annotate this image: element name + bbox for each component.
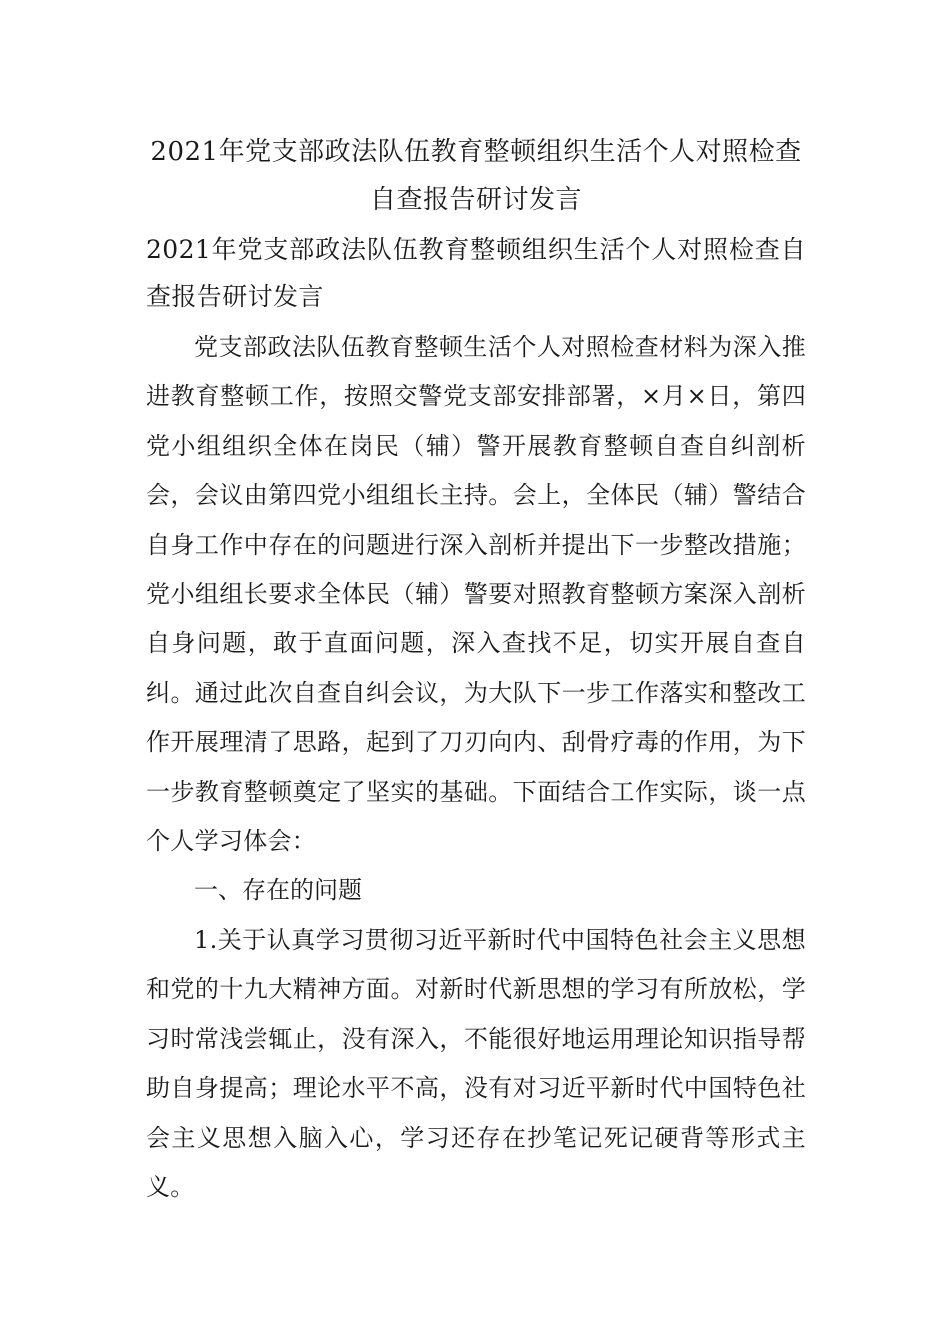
list-item-1: 1.关于认真学习贯彻习近平新时代中国特色社会主义思想和党的十九大精神方面。对新时代新思想的学习有所放松，学习时常浅尝辄止，没有深入，不能很好地运用理论知识指导帮助自身提高；理论水平不高，没有对习近平新时代中国特色社会主义思想入脑入心，学习还存在抄笔记死记硬背等形式主义。	[146, 925, 806, 1201]
document-title: 2021年党支部政法队伍教育整顿组织生活个人对照检查自查报告研讨发言	[150, 137, 802, 215]
intro-paragraph: 党支部政法队伍教育整顿生活个人对照检查材料为深入推进教育整顿工作，按照交警党支部安排部署，×月×日，第四党小组组织全体在岗民（辅）警开展教育整顿自查自纠剖析会，会议由第四党小组组长主持。会上，全体民（辅）警结合自身工作中存在的问题进行深入剖析并提出下一步整改措施；党小组组长要求全体民（辅）警要对照教育整顿方案深入剖析自身问题，敢于直面问题，深入查找不足，切实开展自查自纠。通过此次自查自纠会议，为大队下一步工作落实和整改工作开展理清了思路，起到了刀刃向内、刮骨疗毒的作用，为下一步教育整顿奠定了坚实的基础。下面结合工作实际，谈一点个人学习体会：	[146, 333, 806, 856]
document-subtitle: 2021年党支部政法队伍教育整顿组织生活个人对照检查自查报告研讨发言	[146, 235, 806, 311]
document-body	[146, 128, 806, 1212]
section-heading: 一、存在的问题	[194, 876, 362, 905]
